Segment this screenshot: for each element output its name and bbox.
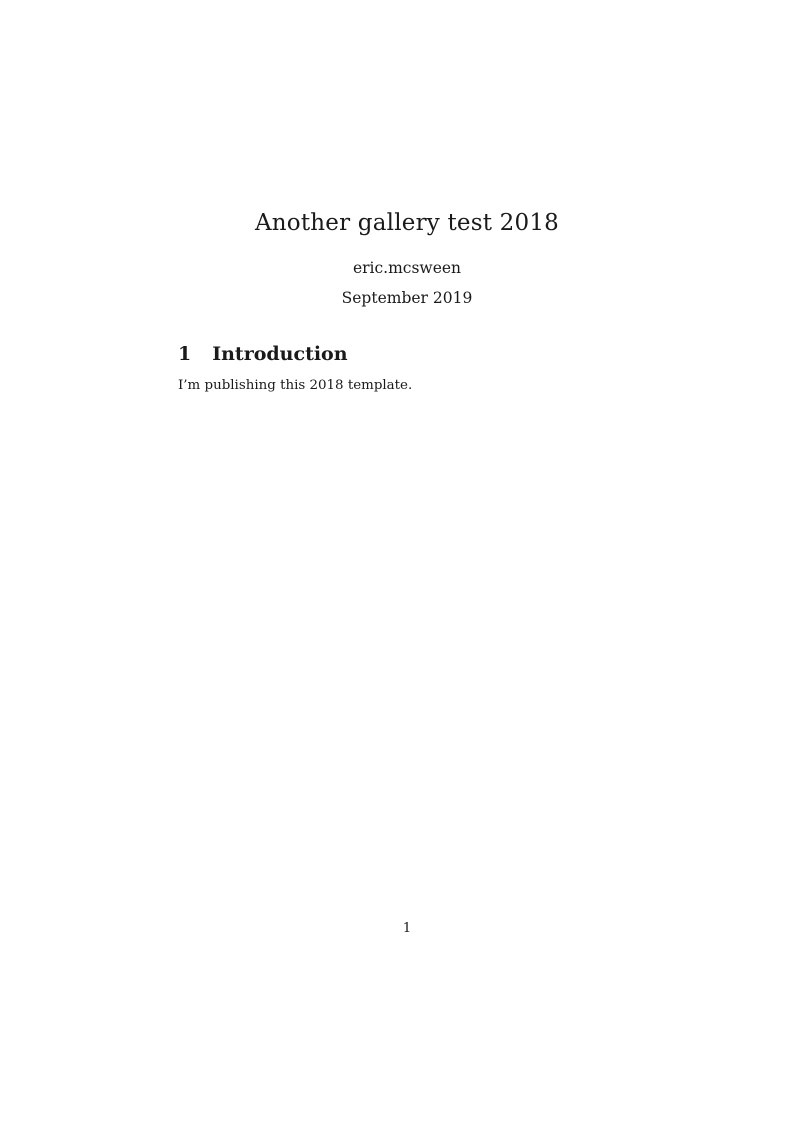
document-author: eric.mcsween [352,259,462,277]
body-paragraph: I’m publishing this 2018 template. [178,378,413,393]
document-date: September 2019 [341,289,473,307]
section-title: Introduction [212,343,348,365]
page-number: 1 [402,921,412,936]
document-title: Another gallery test 2018 [254,210,560,236]
section-heading [178,343,348,366]
section-number: 1 [178,343,192,365]
